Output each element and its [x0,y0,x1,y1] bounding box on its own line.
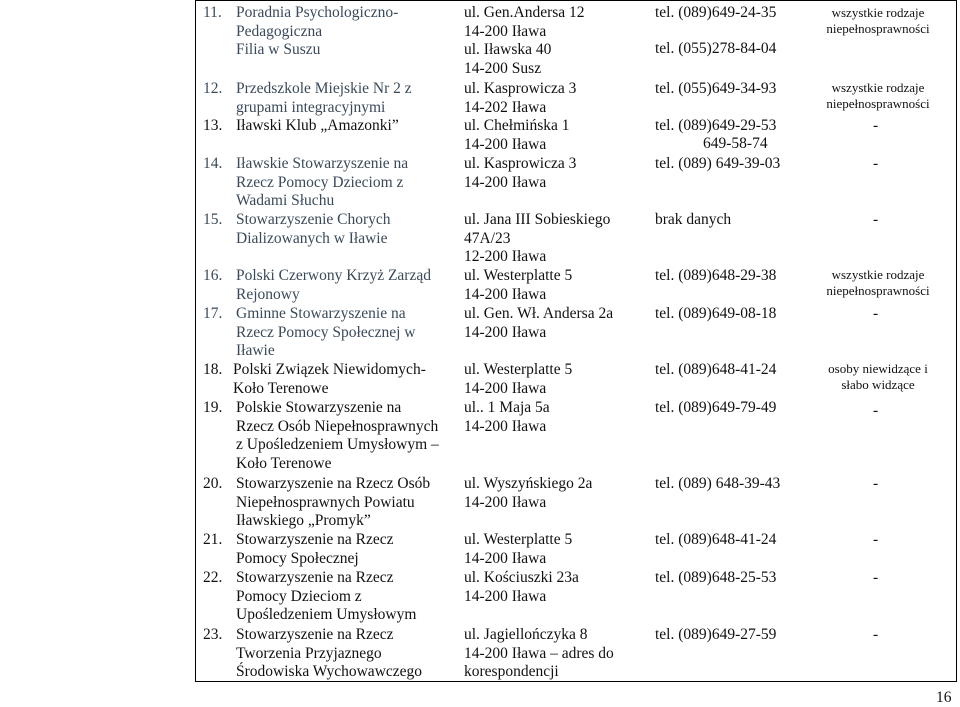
row-number: 21. [203,531,223,548]
address-line: 14-200 Iława [464,587,547,605]
address-line: 14-200 Iława [464,173,547,191]
org-name-line: Iławski Klub „Amazonki” [236,117,399,134]
org-name-line: Rzecz Osób Niepełnosprawnych [236,417,439,435]
org-name-line: Polski Czerwony Krzyż Zarząd [236,267,431,284]
phone-line: tel. (089) 648-39-43 [655,475,781,492]
disability-type-line: słabo widzące [841,377,915,392]
phone-line: tel. (089)649-24-35 [655,4,777,21]
disability-type: - [873,211,879,228]
org-name-line: Poradnia Psychologiczno- [236,4,399,21]
row-number: 16. [203,267,223,284]
phone-line: tel. (089)648-41-24 [655,361,777,378]
disability-type: - [873,626,879,643]
org-name-line: Koło Terenowe [236,455,332,473]
org-name-line: Tworzenia Przyjaznego [236,644,382,662]
address-line: ul. Iławska 40 [464,41,552,59]
org-name-line: Niepełnosprawnych Powiatu [236,493,415,511]
disability-type: - [873,402,879,419]
phone-line: tel. (089)649-29-53 [655,117,777,134]
org-name-line: Pedagogiczna [236,22,323,40]
address-line: 14-200 Iława – adres do [464,644,614,662]
org-name-line: Iławie [236,342,275,360]
org-name-line: Rejonowy [236,285,300,303]
org-name-line: Gminne Stowarzyszenie na [236,305,406,322]
row-number: 19. [203,399,223,416]
phone-line: tel. (089)649-27-59 [655,626,777,643]
phone-line: tel. (055)278-84-04 [655,40,777,57]
org-name-line: Filia w Suszu [236,41,321,59]
disability-type: - [873,475,879,492]
phone-line: 649-58-74 [703,135,768,152]
disability-type: - [873,569,879,586]
row-number: 11. [203,4,222,21]
phone-line: tel. (089)648-25-53 [655,569,777,586]
disability-type-line: niepełnosprawności [826,283,930,298]
org-name-line: Rzecz Pomocy Społecznej w [236,323,416,341]
disability-type: - [873,155,879,172]
disability-type-line: wszystkie rodzaje [831,267,925,282]
row-number: 20. [203,475,223,492]
org-name-line: Przedszkole Miejskie Nr 2 z [236,80,412,97]
phone-line: tel. (089)648-41-24 [655,531,777,548]
row-number: 13. [203,117,223,134]
org-name-line: Stowarzyszenie na Rzecz [236,569,394,586]
org-name-line: Rzecz Pomocy Dzieciom z [236,173,404,191]
org-name-line: Dializowanych w Iławie [236,229,388,247]
org-name-line: Pomocy Dzieciom z [236,587,362,605]
org-name-line: Stowarzyszenie na Rzecz [236,626,394,643]
org-name-line: Iławskiego „Promyk” [236,512,371,530]
row-number: 23. [203,626,223,643]
phone-line: brak danych [655,211,732,228]
org-name-line: Stowarzyszenie Chorych [236,211,391,228]
org-name-line: Polski Związek Niewidomych- [233,361,426,378]
address-line: ul. Wyszyńskiego 2a [464,475,593,492]
address-line: ul. Chełmińska 1 [464,117,570,134]
disability-type: - [873,531,879,548]
address-line: 12-200 Iława [464,248,547,266]
disability-type-line: niepełnosprawności [826,21,930,36]
address-line: ul. Kościuszki 23a [464,569,579,586]
org-name-line: Iławskie Stowarzyszenie na [236,155,409,172]
address-line: 47A/23 [464,229,511,247]
address-line: ul. Westerplatte 5 [464,267,573,284]
disability-type: - [873,117,879,134]
org-name-line: Środowiska Wychowawczego [236,663,423,681]
row-number: 22. [203,569,223,586]
org-name-line: Upośledzeniem Umysłowym [236,606,417,624]
address-line: korespondencji [464,663,559,681]
phone-line: tel. (089)649-08-18 [655,305,777,322]
row-number: 17. [203,305,223,322]
org-name-line: Polskie Stowarzyszenie na [236,399,402,416]
org-name-line: z Upośledzeniem Umysłowym – [236,436,439,454]
address-line: 14-200 Susz [464,60,542,78]
org-name-line: Wadami Słuchu [236,192,335,210]
disability-type-line: niepełnosprawności [826,96,930,111]
row-number: 14. [203,155,223,172]
row-number: 12. [203,80,223,97]
disability-type: - [873,305,879,322]
org-name-line: grupami integracyjnymi [236,98,386,116]
address-line: ul.. 1 Maja 5a [464,399,550,416]
disability-type-line: wszystkie rodzaje [831,80,925,95]
address-line: 14-200 Iława [464,323,547,341]
phone-line: tel. (089)648-29-38 [655,267,777,284]
address-line: ul. Kasprowicza 3 [464,80,577,97]
org-name-line: Pomocy Społecznej [236,549,359,567]
address-line: 14-200 Iława [464,549,547,567]
phone-line: tel. (055)649-34-93 [655,80,777,97]
address-line: 14-200 Iława [464,493,547,511]
address-line: 14-200 Iława [464,379,547,397]
org-name-line: Stowarzyszenie na Rzecz Osób [236,475,431,492]
address-line: 14-200 Iława [464,285,547,303]
address-line: 14-200 Iława [464,417,547,435]
address-line: ul. Gen.Andersa 12 [464,4,585,21]
disability-type-line: wszystkie rodzaje [831,5,925,20]
phone-line: tel. (089) 649-39-03 [655,155,781,172]
address-line: 14-200 Iława [464,135,547,153]
org-name-line: Stowarzyszenie na Rzecz [236,531,394,548]
address-line: ul. Westerplatte 5 [464,531,573,548]
address-line: ul. Kasprowicza 3 [464,155,577,172]
address-line: ul. Westerplatte 5 [464,361,573,378]
address-line: ul. Jana III Sobieskiego [464,211,611,228]
org-name-line: Koło Terenowe [233,379,329,397]
address-line: 14-202 Iława [464,98,547,116]
address-line: ul. Gen. Wł. Andersa 2a [464,305,614,322]
row-number: 18. [203,361,223,378]
disability-type-line: osoby niewidzące i [828,361,928,376]
row-number: 15. [203,211,223,228]
page-number: 16 [936,689,952,706]
address-line: ul. Jagiellończyka 8 [464,626,588,643]
address-line: 14-200 Iława [464,22,547,40]
phone-line: tel. (089)649-79-49 [655,399,777,416]
